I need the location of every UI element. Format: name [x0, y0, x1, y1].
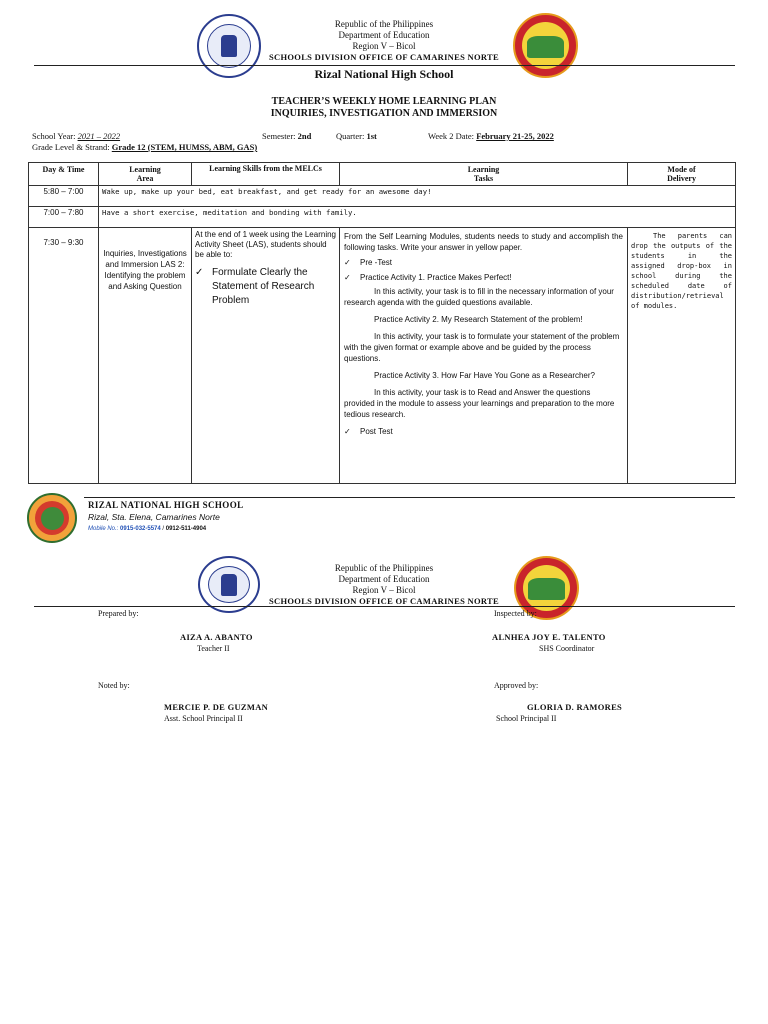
learning-area-cell: Inquiries, Investigations and Immersion LAS 2: Identifying the problem and Asking Question [99, 228, 192, 484]
task-activity-3-desc: In this activity, your task is to Read and Answer the questions provided in the module to assess your learnings and preparation to the more tedious research. [344, 388, 615, 419]
week-date: Week 2 Date: February 21-25, 2022 [428, 131, 554, 141]
prepared-by-label: Prepared by: [98, 609, 139, 618]
task-activity-1: ✓ Practice Activity 1. Practice Makes Perfect! [344, 273, 512, 282]
prepared-by-title: Teacher II [197, 644, 230, 653]
skill-item: ✓ Formulate Clearly the Statement of Research Problem [195, 267, 315, 306]
footer-address: Rizal, Sta. Elena, Camarines Norte [88, 512, 220, 522]
header-rule [34, 65, 735, 66]
inspected-by-label: Inspected by: [494, 609, 537, 618]
task-activity-2: Practice Activity 2. My Research Statement of the problem! [374, 315, 583, 324]
mode-of-delivery-cell: The parents can drop the outputs of the students in the assigned drop-box in school during the scheduled date of distribution/retrieval of modules. [628, 228, 736, 484]
rizal-nhs-seal-logo [27, 493, 77, 543]
header-mode-of-delivery: Mode of Delivery [628, 163, 736, 186]
row-activity: Have a short exercise, meditation and bonding with family. [99, 207, 736, 228]
plan-title: TEACHER’S WEEKLY HOME LEARNING PLAN [271, 96, 497, 107]
school-name: Rizal National High School [314, 67, 454, 81]
tasks-intro: From the Self Learning Modules, students needs to study and accomplish the following tasks. Write your answer in yellow paper. [344, 232, 623, 252]
row-activity: Wake up, make up your bed, eat breakfast, and get ready for an awesome day! [99, 186, 736, 207]
table-row [29, 207, 736, 228]
header-region: Region V – Bicol [352, 585, 416, 595]
header-day-time: Day & Time [29, 163, 99, 186]
row-time: 5:80 – 7:00 [29, 186, 99, 207]
approved-by-title: School Principal II [496, 714, 557, 723]
task-posttest: ✓ Post Test [344, 427, 393, 436]
grade-strand: Grade Level & Strand: Grade 12 (STEM, HUMSS, ABM, GAS) [32, 142, 258, 152]
checkmark-icon: ✓ [344, 427, 351, 436]
learning-skills-cell [192, 228, 340, 484]
quarter: Quarter: 1st [336, 131, 377, 141]
task-activity-2-desc: In this activity, your task is to formulate your statement of the problem with the given format or example above and be guided by the process questions. [344, 332, 620, 363]
task-pretest: ✓ Pre -Test [344, 258, 393, 267]
header-learning-area: Learning Area [99, 163, 192, 186]
inspected-by-title: SHS Coordinator [539, 644, 595, 653]
checkmark-icon: ✓ [195, 267, 204, 278]
table-header-row [29, 163, 736, 186]
header-division-office: SCHOOLS DIVISION OFFICE OF CAMARINES NORTE [269, 52, 499, 62]
learning-tasks-cell [340, 228, 628, 484]
header-deped: Department of Education [338, 574, 430, 584]
plan-subject: INQUIRIES, INVESTIGATION AND IMMERSION [270, 108, 498, 119]
header-learning-tasks: Learning Tasks [340, 163, 628, 186]
school-year: School Year: 2021 – 2022 [32, 131, 121, 141]
footer-school-name: RIZAL NATIONAL HIGH SCHOOL [88, 500, 244, 510]
mobile-number-1: 0915-032-5574 [120, 526, 161, 532]
task-activity-3: Practice Activity 3. How Far Have You Gone as a Researcher? [374, 371, 595, 380]
task-activity-1-desc: In this activity, your task is to fill in the necessary information of your research agenda with the guided questions available. [344, 287, 614, 307]
header-division-office: SCHOOLS DIVISION OFFICE OF CAMARINES NORTE [269, 596, 499, 606]
noted-by-name: MERCIE P. DE GUZMAN [164, 702, 269, 712]
approved-by-name: GLORIA D. RAMORES [527, 702, 623, 712]
header-republic: Republic of the Philippines [334, 563, 434, 573]
mobile-number-2: 0912-511-4904 [165, 526, 207, 532]
inspected-by-name: ALNHEA JOY E. TALENTO [492, 632, 606, 642]
checkmark-icon: ✓ [344, 273, 351, 282]
noted-by-label: Noted by: [98, 681, 130, 690]
header-rule [34, 606, 735, 607]
approved-by-label: Approved by: [494, 681, 539, 690]
school-year-value: 2021 – 2022 [77, 131, 121, 141]
table-row [29, 186, 736, 207]
footer-mobile: Mobile No.: 0915-032-5574 / 0912-511-4904 [88, 526, 207, 532]
header-learning-skills: Learning Skills from the MELCs [192, 163, 340, 186]
noted-by-title: Asst. School Principal II [164, 714, 243, 723]
learning-plan-table [28, 162, 736, 484]
row-time: 7:30 – 9:30 [29, 228, 99, 484]
header-region: Region V – Bicol [352, 41, 416, 51]
header-deped: Department of Education [338, 30, 430, 40]
table-row [29, 228, 736, 484]
row-time: 7:00 – 7:80 [29, 207, 99, 228]
header-republic: Republic of the Philippines [334, 19, 434, 29]
semester: Semester: 2nd [262, 131, 312, 141]
skills-intro: At the end of 1 week using the Learning Activity Sheet (LAS), students should be able to: [195, 230, 336, 259]
checkmark-icon: ✓ [344, 258, 351, 267]
prepared-by-name: AIZA A. ABANTO [180, 632, 253, 642]
footer-rule [84, 497, 735, 498]
